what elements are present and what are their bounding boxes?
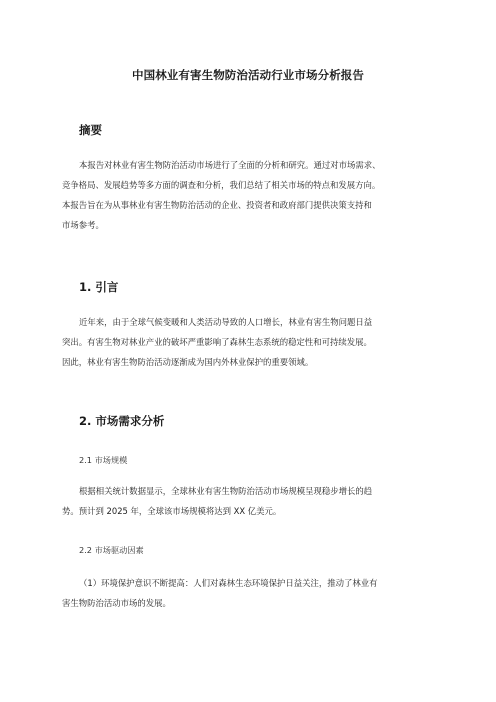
subsection-2-1-heading: 2.1 市场规模 (79, 455, 128, 465)
abstract-line: 本报告对林业有害生物防治活动市场进行了全面的分析和研究。通过对市场需求、 (79, 160, 381, 170)
subsection-2-1-paragraph (62, 481, 442, 521)
section-1-heading: 1. 引言 (79, 280, 119, 294)
document-title: 中国林业有害生物防治活动行业市场分析报告 (132, 68, 364, 82)
abstract-line: 本报告旨在为从事林业有害生物防治活动的企业、投资者和政府部门提供决策支持和 (62, 200, 372, 210)
subsection-2-2-heading: 2.2 市场驱动因素 (79, 545, 144, 555)
section-1-paragraph (62, 312, 442, 372)
abstract-heading: 摘要 (79, 123, 102, 137)
section-1-line: 近年来，由于全球气候变暖和人类活动导致的人口增长，林业有害生物问题日益 (79, 317, 373, 327)
abstract-line: 竞争格局、发展趋势等多方面的调查和分析，我们总结了相关市场的特点和发展方向。 (62, 180, 381, 190)
subsection-2-2-line: （1）环境保护意识不断提高：人们对森林生态环境保护日益关注，推动了林业有 (79, 578, 378, 588)
section-1-line: 突出。有害生物对林业产业的破坏严重影响了森林生态系统的稳定性和可持续发展。 (62, 337, 372, 347)
subsection-2-2-line: 害生物防治活动市场的发展。 (62, 598, 171, 608)
subsection-2-1-line: 根据相关统计数据显示，全球林业有害生物防治活动市场规模呈现稳步增长的趋 (79, 486, 373, 496)
subsection-2-1-line: 势。预计到 2025 年，全球该市场规模将达到 XX 亿美元。 (62, 506, 282, 516)
section-1-line: 因此，林业有害生物防治活动逐渐成为国内外林业保护的重要领域。 (62, 357, 314, 367)
abstract-paragraph (62, 155, 442, 235)
section-2-heading: 2. 市场需求分析 (79, 414, 165, 428)
abstract-line: 市场参考。 (62, 220, 104, 230)
subsection-2-2-paragraph (62, 573, 442, 613)
